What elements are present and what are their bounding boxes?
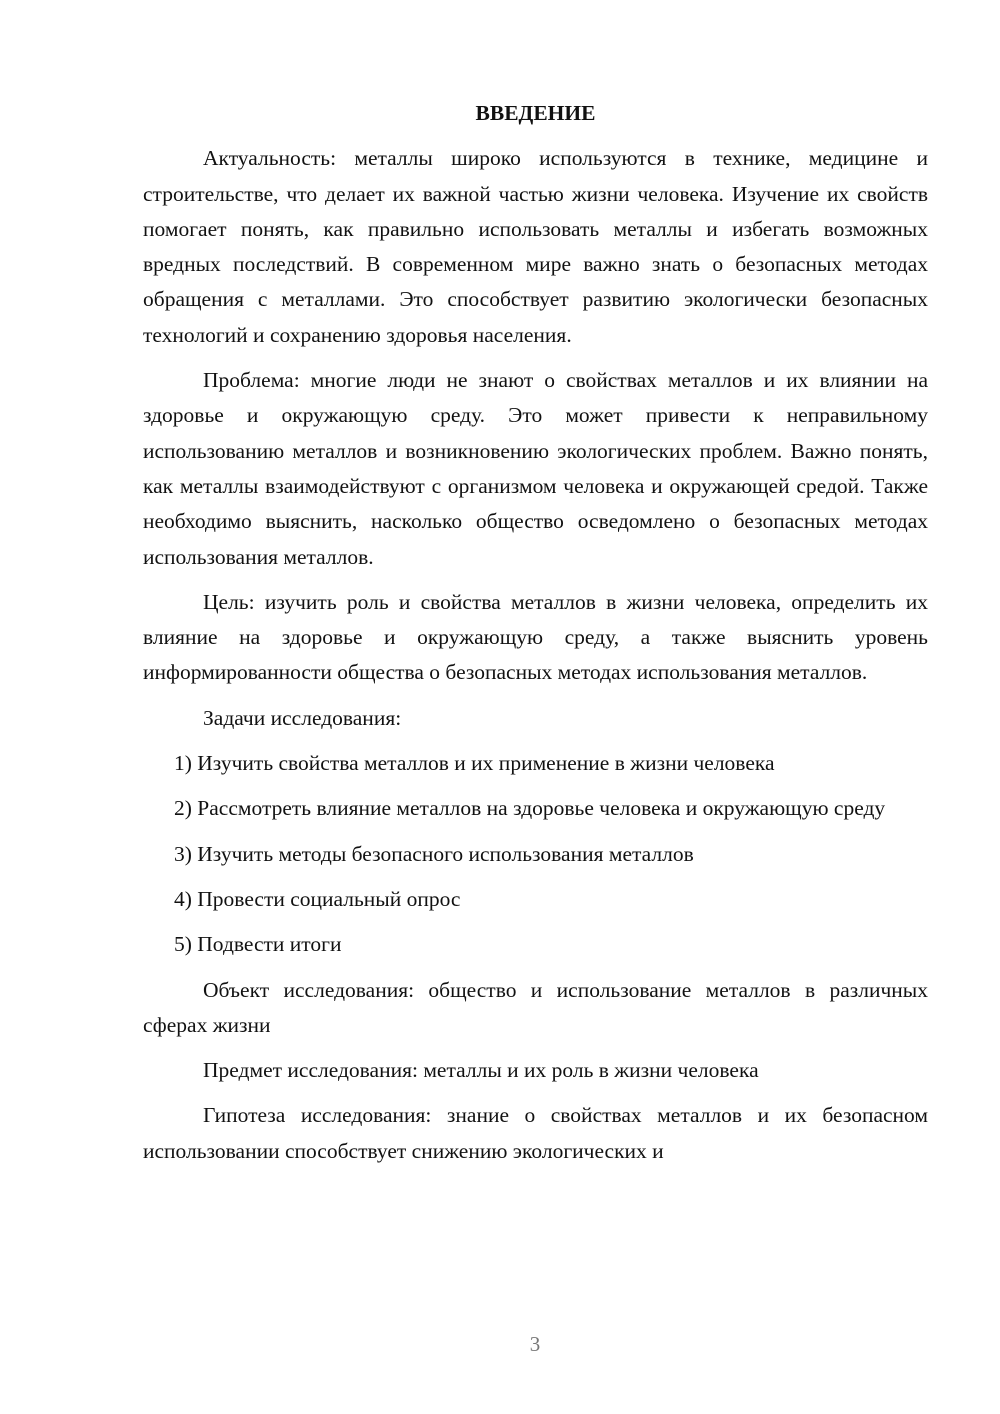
paragraph-object: Объект исследования: общество и использование металлов в различных сферах жизни xyxy=(143,977,928,1037)
paragraph-problem: Проблема: многие люди не знают о свойствах металлов и их влиянии на здоровье и окружающую среду. Это может привести к неправильному использованию металлов и возникновению экологических проблем. Важно понять, как металлы взаимодействуют с организмом человека и окружающей средой. Также необходимо выяснить, насколько общество осведомлено о безопасных методах использования металлов. xyxy=(143,368,928,569)
task-item-4: 4) Провести социальный опрос xyxy=(174,886,461,911)
paragraph-subject: Предмет исследования: металлы и их роль в жизни человека xyxy=(203,1058,759,1083)
paragraph-relevance: Актуальность: металлы широко используются в технике, медицине и строительстве, что делает их важной частью жизни человека. Изучение их свойств помогает понять, как правильно использовать металлы и избегать возможных вредных последствий. В современном мире важно знать о безопасных методах обращения с металлами. Это способствует развитию экологически безопасных технологий и сохранению здоровья населения. xyxy=(143,146,928,347)
task-item-2: 2) Рассмотреть влияние металлов на здоровье человека и окружающую среду xyxy=(174,796,886,821)
task-item-5: 5) Подвести итоги xyxy=(174,932,342,957)
page-number: 3 xyxy=(529,1332,541,1356)
task-item-1: 1) Изучить свойства металлов и их применение в жизни человека xyxy=(174,751,775,776)
section-title: ВВЕДЕНИЕ xyxy=(475,101,596,125)
page-content xyxy=(143,96,928,1179)
paragraph-hypothesis: Гипотеза исследования: знание о свойствах металлов и их безопасном использовании способствует снижению экологических и xyxy=(143,1103,928,1163)
paragraph-tasks-heading: Задачи исследования: xyxy=(203,705,402,730)
task-item-3: 3) Изучить методы безопасного использования металлов xyxy=(174,841,694,866)
paragraph-goal: Цель: изучить роль и свойства металлов в жизни человека, определить их влияние на здоровье и окружающую среду, а также выяснить уровень информированности общества о безопасных методах использования металлов. xyxy=(143,589,928,685)
